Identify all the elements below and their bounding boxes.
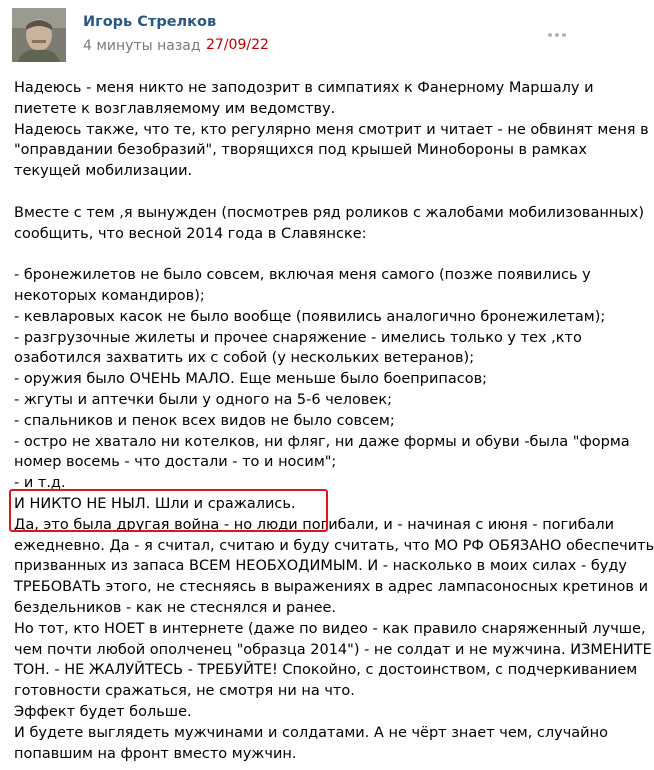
post-text-line: - разгрузочные жилеты и прочее снаряжение - имелись только у тех ,кто [14, 329, 582, 346]
post-text-line: номер восемь - что достали - то и носим"; [14, 454, 337, 471]
more-dots-icon[interactable] [548, 28, 568, 42]
paragraph-gap [14, 182, 584, 203]
post-text-line: ежедневно. Да - я считал, считаю и буду считать, что МО РФ ОБЯЗАНО обеспечить [14, 537, 654, 554]
post-text-line: "оправдании безобразий", творящихся под крышей Минобороны в рамках [14, 142, 587, 159]
post-text-line: сообщить, что весной 2014 года в Славянске: [14, 225, 367, 242]
post-text-line: ТОН. - НЕ ЖАЛУЙТЕСЬ - ТРЕБУЙТЕ! Спокойно, с достоинством, с подчеркиванием [14, 662, 638, 679]
post-text-line: озаботился захватить их с собой (у нескольких ветеранов); [14, 350, 475, 367]
post-text [14, 78, 654, 764]
author-avatar[interactable] [12, 8, 66, 62]
post-time[interactable]: 4 минуты назад [83, 38, 201, 54]
post-text-line: ТРЕБОВАТЬ этого, не стесняясь в выражениях в адрес лампасоносных кретинов и [14, 579, 648, 596]
post-text-line: бездельников - как не стеснялся и ранее. [14, 599, 337, 616]
post-text-line: Вместе с тем ,я вынужден (посмотрев ряд роликов с жалобами мобилизованных) [14, 204, 644, 221]
post-text-line: - бронежилетов не было совсем, включая меня самого (позже появились у [14, 267, 591, 284]
avatar-photo [12, 8, 66, 62]
highlight-box [9, 489, 328, 532]
post-text-line: И будете выглядеть мужчинами и солдатами. А не чёрт знает чем, случайно [14, 724, 608, 741]
post-date-annotation: 27/09/22 [206, 37, 269, 53]
post-text-line: И НИКТО НЕ НЫЛ. Шли и сражались. [14, 495, 296, 512]
post-text-line: Но тот, кто НОЕТ в интернете (даже по видео - как правило снаряженный лучше, [14, 620, 646, 637]
post-text-line: - кевларовых касок не было вообще (появились аналогично бронежилетам); [14, 308, 606, 325]
post-text-line: Надеюсь также, что те, кто регулярно меня смотрит и читает - не обвинят меня в [14, 121, 649, 138]
author-name[interactable]: Игорь Стрелков [83, 14, 217, 30]
post-text-line: - и т.д. [14, 475, 66, 492]
post-text-line: чем почти любой ополченец "образца 2014") - не солдат и не мужчина. ИЗМЕНИТЕ [14, 641, 652, 658]
post-text-line: некоторых командиров); [14, 287, 205, 304]
post-text-line: пиетете к возглавляемому им ведомству. [14, 100, 336, 117]
post-text-line: Надеюсь - меня никто не заподозрит в симпатиях к Фанерному Маршалу и [14, 80, 594, 96]
post-text-line: попавшим на фронт вместо мужчин. [14, 745, 297, 762]
paragraph-gap [14, 244, 584, 265]
post-text-line: - остро не хватало ни котелков, ни фляг, ни даже формы и обуви -была "форма [14, 433, 630, 450]
post-text-line: - оружия было ОЧЕНЬ МАЛО. Еще меньше было боеприпасов; [14, 371, 488, 388]
post-text-line: - спальников и пенок всех видов не было совсем; [14, 412, 395, 429]
post-text-line: Да, это была другая война - но люди погибали, и - начиная с июня - погибали [14, 516, 615, 533]
post-text-line: призванных из запаса ВСЕМ НЕОБХОДИМЫМ. И - насколько в моих силах - буду [14, 558, 627, 575]
post-text-line: Эффект будет больше. [14, 703, 192, 720]
post-text-line: - жгуты и аптечки были у одного на 5-6 человек; [14, 391, 392, 408]
post-text-line: готовности сражаться, не смотря ни на что. [14, 683, 355, 700]
post-text-line: текущей мобилизации. [14, 163, 193, 180]
